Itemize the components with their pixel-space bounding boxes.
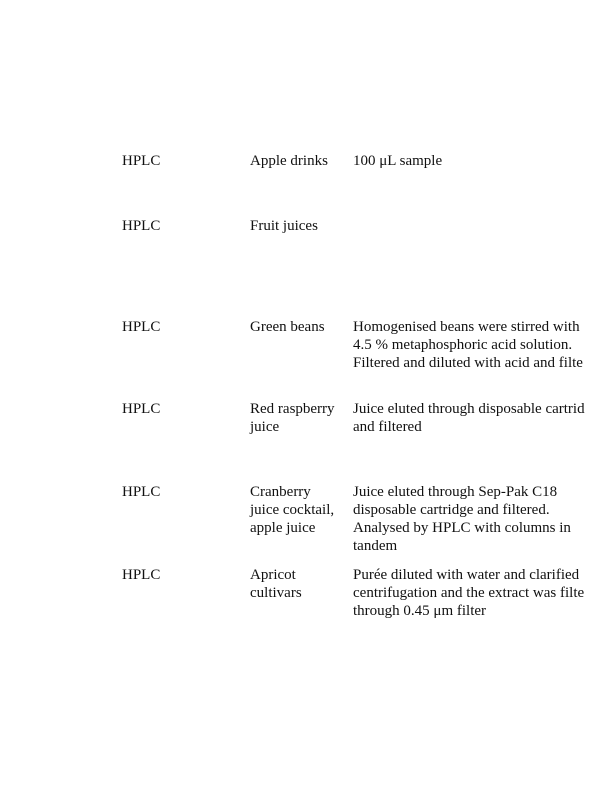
preparation-line: through 0.45 μm filter (353, 603, 487, 619)
sample-line: juice cocktail, (250, 502, 335, 518)
preparation-cell (353, 483, 571, 555)
preparation-cell (353, 400, 585, 436)
sample-line: juice (250, 419, 280, 435)
preparation-cell (353, 318, 583, 372)
sample-cell (250, 318, 325, 336)
sample-line: Green beans (250, 319, 325, 335)
preparation-cell (353, 152, 442, 170)
sample-line: cultivars (250, 585, 302, 601)
preparation-line: centrifugation and the extract was filte (353, 585, 585, 601)
preparation-line: disposable cartridge and filtered. (353, 502, 550, 518)
preparation-line: 4.5 % metaphosphoric acid solution. (353, 337, 573, 353)
preparation-line: Juice eluted through Sep-Pak C18 (353, 484, 558, 500)
method-cell: HPLC (122, 218, 161, 234)
preparation-line: tandem (353, 538, 398, 554)
method-cell: HPLC (122, 319, 161, 335)
sample-line: Red raspberry (250, 401, 335, 417)
preparation-line: Analysed by HPLC with columns in (353, 520, 571, 536)
preparation-cell (353, 566, 584, 620)
sample-line: Apricot (250, 567, 296, 583)
sample-line: Fruit juices (250, 218, 318, 234)
preparation-line: Juice eluted through disposable cartrid (353, 401, 585, 417)
sample-cell (250, 483, 334, 537)
sample-cell (250, 566, 302, 602)
preparation-line: and filtered (353, 419, 422, 435)
method-cell: HPLC (122, 401, 161, 417)
method-cell: HPLC (122, 567, 161, 583)
sample-line: apple juice (250, 520, 316, 536)
sample-cell (250, 400, 335, 436)
method-cell: HPLC (122, 484, 161, 500)
preparation-line: Purée diluted with water and clarified (353, 567, 580, 583)
preparation-line: Filtered and diluted with acid and filte (353, 355, 583, 371)
preparation-line: Homogenised beans were stirred with (353, 319, 580, 335)
sample-line: Cranberry (250, 484, 311, 500)
sample-cell (250, 152, 328, 170)
sample-cell (250, 217, 318, 235)
preparation-line: 100 μL sample (353, 153, 443, 169)
sample-line: Apple drinks (250, 153, 328, 169)
method-cell: HPLC (122, 153, 161, 169)
